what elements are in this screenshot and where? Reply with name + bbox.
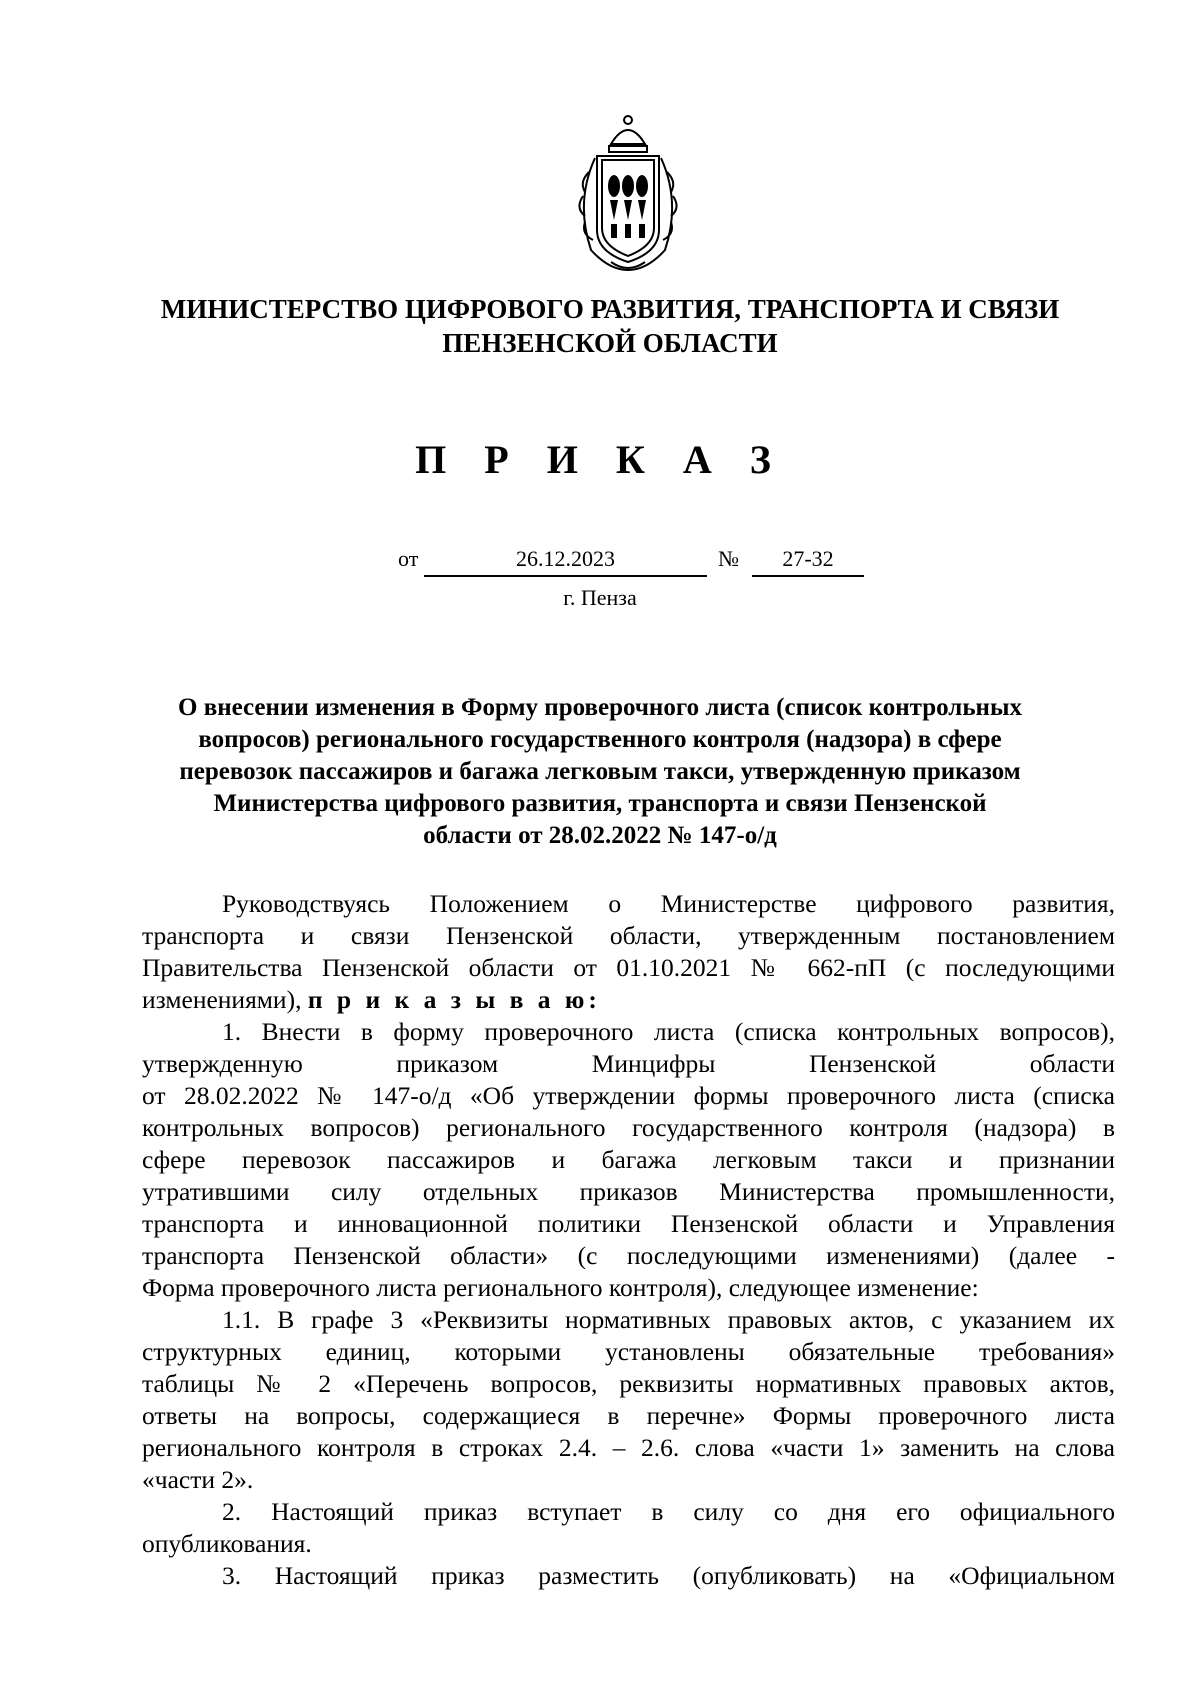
order-body bbox=[142, 888, 1115, 1592]
body-line: «части 2». bbox=[142, 1465, 254, 1494]
order-command: п р и к а з ы в а ю: bbox=[307, 985, 601, 1014]
document-type-title: П Р И К А З bbox=[415, 437, 785, 482]
date-prefix: от bbox=[398, 546, 419, 571]
body-line: от 28.02.2022 № 147-о/д «Об утверждении формы проверочного листа (списка bbox=[142, 1081, 1115, 1110]
body-line: сфере перевозок пассажиров и багажа легковым такси и признании bbox=[142, 1145, 1115, 1174]
body-line: 1.1. В графе 3 «Реквизиты нормативных правовых актов, с указанием их bbox=[222, 1305, 1115, 1334]
body-line: ответы на вопросы, содержащиеся в перечне» Формы проверочного листа bbox=[142, 1401, 1115, 1430]
body-line: 1. Внести в форму проверочного листа (списка контрольных вопросов), bbox=[222, 1017, 1115, 1046]
body-line: транспорта и инновационной политики Пензенской области и Управления bbox=[142, 1209, 1115, 1238]
body-line: транспорта и связи Пензенской области, утвержденным постановлением bbox=[142, 921, 1115, 950]
order-subject bbox=[140, 692, 1060, 852]
body-text: изменениями), bbox=[142, 985, 308, 1014]
body-line: контрольных вопросов) регионального государственного контроля (надзора) в bbox=[142, 1113, 1115, 1142]
order-date: 26.12.2023 bbox=[424, 543, 707, 577]
body-line: опубликования. bbox=[142, 1529, 312, 1558]
coat-of-arms-icon bbox=[571, 112, 685, 276]
subject-line: перевозок пассажиров и багажа легковым такси, утвержденную приказом bbox=[179, 758, 1021, 785]
order-number: 27-32 bbox=[752, 543, 864, 577]
subject-line: вопросов) регионального государственного контроля (надзора) в сфере bbox=[198, 726, 1002, 753]
body-line: Руководствуясь Положением о Министерстве цифрового развития, bbox=[222, 889, 1115, 918]
body-line: 3. Настоящий приказ разместить (опубликовать) на «Официальном bbox=[222, 1561, 1115, 1590]
body-line: структурных единиц, которыми установлены обязательные требования» bbox=[142, 1337, 1115, 1366]
body-line: утратившими силу отдельных приказов Министерства промышленности, bbox=[142, 1177, 1115, 1206]
body-line: Правительства Пензенской области от 01.10.2021 № 662-пП (с последующими bbox=[142, 953, 1115, 982]
ministry-name-line2: ПЕНЗЕНСКОЙ ОБЛАСТИ bbox=[442, 328, 778, 358]
subject-line: Министерства цифрового развития, транспорта и связи Пензенской bbox=[213, 790, 987, 817]
subject-line: О внесении изменения в Форму проверочного листа (список контрольных bbox=[178, 694, 1022, 721]
ministry-name bbox=[110, 292, 1110, 360]
ministry-name-line1: МИНИСТЕРСТВО ЦИФРОВОГО РАЗВИТИЯ, ТРАНСПОРТА И СВЯЗИ bbox=[160, 294, 1060, 324]
body-line: 2. Настоящий приказ вступает в силу со дня его официального bbox=[222, 1497, 1115, 1526]
body-line: регионального контроля в строках 2.4. – 2.6. слова «части 1» заменить на слова bbox=[142, 1433, 1115, 1462]
body-line: таблицы № 2 «Перечень вопросов, реквизиты нормативных правовых актов, bbox=[142, 1369, 1115, 1398]
city: г. Пенза bbox=[563, 585, 637, 610]
subject-line: области от 28.02.2022 № 147-о/д bbox=[423, 822, 777, 849]
body-line: утвержденную приказом Минцифры Пензенской области bbox=[142, 1049, 1115, 1078]
body-line bbox=[142, 984, 1115, 1016]
body-line: транспорта Пензенской области» (с последующими изменениями) (далее - bbox=[142, 1241, 1115, 1270]
number-sign: № bbox=[718, 546, 739, 571]
body-line: Форма проверочного листа регионального контроля), следующее изменение: bbox=[142, 1273, 979, 1302]
